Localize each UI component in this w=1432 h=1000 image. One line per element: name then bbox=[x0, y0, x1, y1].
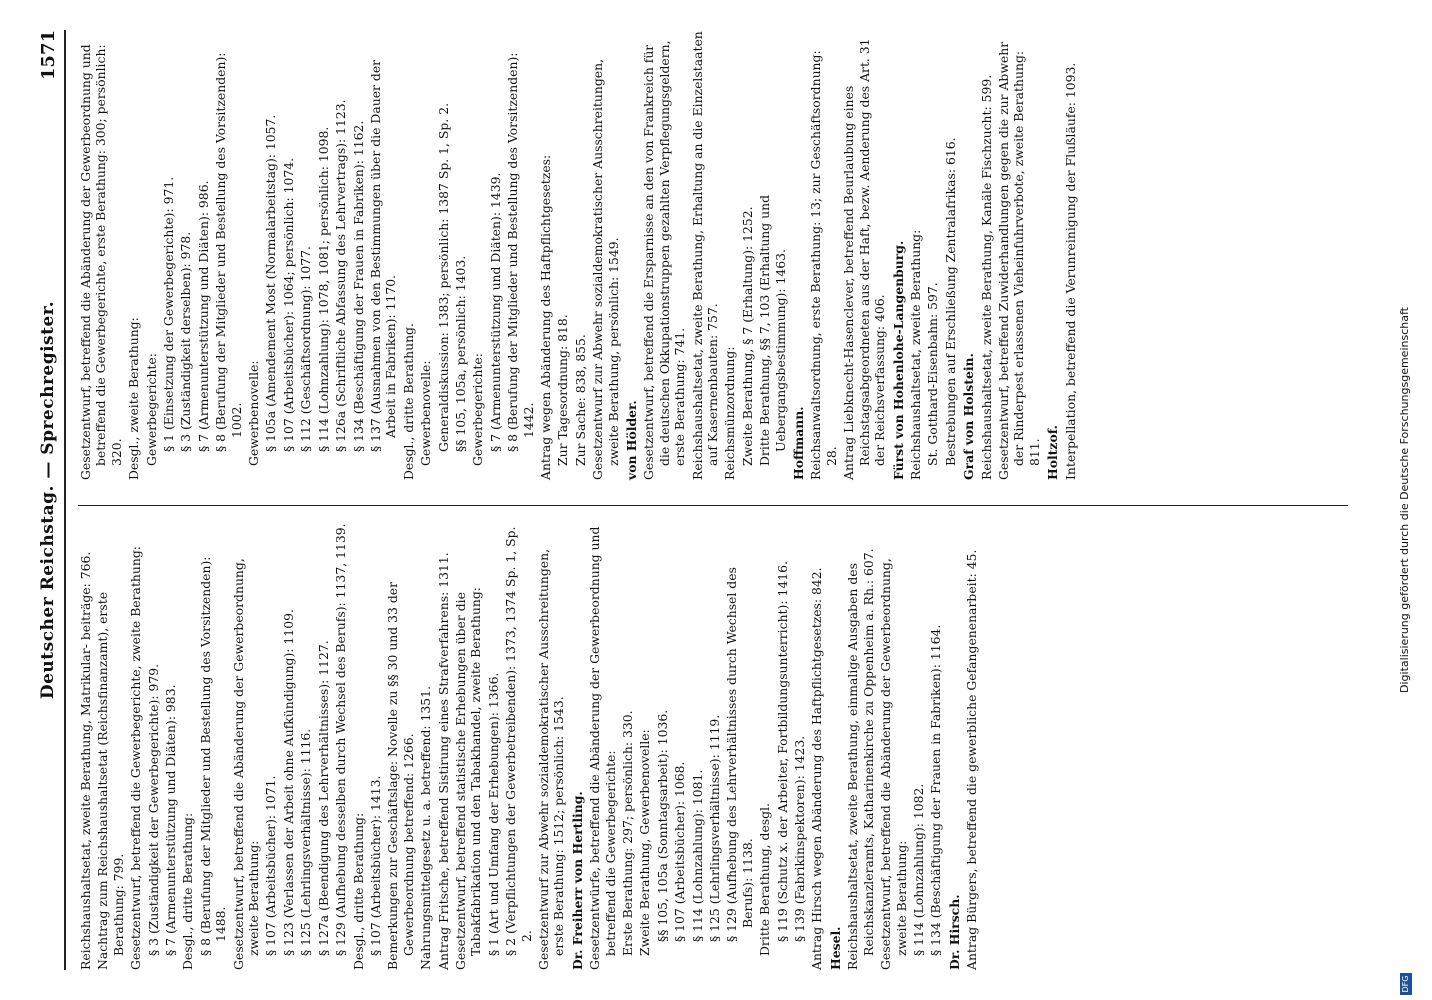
right-register-entry: § 137 (Ausnahmen von den Bestimmungen über die Dauer der Arbeit in Fabriken): 1170. bbox=[367, 59, 399, 452]
left-register-entry: § 114 (Lohnzahlung): 1082. bbox=[910, 783, 926, 956]
right-register-entry: St. Gotthard-Eisenbahn: 597. bbox=[925, 282, 941, 466]
left-register-entry: Gesetzentwurf, betreffend die Abänderung der Gewerbeordnung, zweite Berathung: bbox=[230, 558, 262, 970]
right-register-entry: § 105a (Amendement Most (Normalarbeitstag): 1057. bbox=[263, 114, 279, 452]
left-speaker-name: Dr. Freiherr von Hertling. bbox=[569, 791, 585, 970]
right-register-entry: Gesetzentwurf zur Abwehr sozialdemokratischer Ausschreitungen, zweite Berathung, persönlich: 1549. bbox=[590, 58, 621, 480]
right-register-entry: Antrag Liebknecht-Hasenclever, betreffend Beurlaubung eines Reichstagsabgeordneten aus der Haft, bezw. Aenderung des Art. 31 der Reichsverfassung: 406. bbox=[841, 38, 888, 480]
right-register-entry: § 1 (Einsetzung der Gewerbegerichte): 971. bbox=[161, 176, 177, 452]
right-register-entry: Interpellation, betreffend die Verunreinigung der Flußläufe: 1093. bbox=[1062, 62, 1078, 480]
right-register-entry: § 7 (Armenunterstützung und Diäten): 1439. bbox=[487, 172, 503, 452]
right-register-entry: Desgl., dritte Berathung. bbox=[400, 323, 416, 480]
right-register-entry: § 3 (Zuständigkeit derselben): 978. bbox=[178, 231, 194, 452]
right-register-entry: § 8 (Berufung der Mitglieder und Bestellung des Vorsitzenden): 1442. bbox=[505, 52, 536, 452]
page-title: Deutscher Reichstag. — Sprechregister. bbox=[38, 300, 58, 700]
left-register-entry: § 2 (Verpflichtungen der Gewerbetreibenden): 1373, 1374 Sp. 1, Sp. 2. bbox=[503, 526, 534, 956]
right-register-entry: § 114 (Lohnzahlung): 1078, 1081; persönlich: 1098. bbox=[315, 126, 331, 452]
right-register-entry: Generaldiskussion: 1383; persönlich: 1387 Sp. 1, Sp. 2. bbox=[435, 102, 451, 452]
column-divider bbox=[78, 505, 1348, 506]
left-register-entry: Antrag Fritsche, betreffend Sistirung eines Strafverfahrens: 1311. bbox=[435, 552, 451, 970]
left-register-entry: § 7 (Armenunterstützung und Diäten): 983. bbox=[163, 684, 179, 956]
left-register-entry: § 107 (Arbeitsbücher): 1071. bbox=[263, 775, 279, 956]
left-register-entry: Dritte Berathung, desgl. bbox=[757, 803, 773, 956]
left-speaker-name: Dr. Hirsch. bbox=[946, 894, 962, 970]
left-speaker-name: Hesel. bbox=[827, 926, 843, 970]
right-register-entry: Reichshaushaltsetat, zweite Berathung: bbox=[907, 229, 923, 480]
right-column bbox=[78, 30, 1080, 480]
right-register-entry: Gesetzentwurf, betreffend Zuwiderhandlungen gegen die zur Abwehr der Rinderpest erlassenen Vieheinfuhrverbote, zweite Berathung: 811. bbox=[995, 41, 1042, 480]
right-register-entry: Zweite Berathung, § 7 (Erhaltung): 1252. bbox=[739, 206, 755, 466]
left-register-entry: Gesetzentwürfe, betreffend die Abänderung der Gewerbeordnung und betreffend die Gewerbegerichte: bbox=[587, 526, 618, 970]
dfg-logo: DFG bbox=[1400, 973, 1412, 995]
right-register-entry: Gesetzentwurf, betreffend die Ersparnisse an den von Frankreich für die deutschen Okkupationstruppen gezahlten Verpflegungsgeldern, erste Berathung: 741. bbox=[641, 40, 688, 480]
left-register-entry: Gesetzentwurf, betreffend die Abänderung der Gewerbeordnung, zweite Berathung: bbox=[878, 558, 909, 970]
left-register-entry: § 107 (Arbeitsbücher): 1413. bbox=[367, 775, 383, 956]
page-header bbox=[30, 30, 70, 970]
left-register-entry: Gesetzentwurf zur Abwehr sozialdemokratischer Ausschreitungen, erste Berathung: 1512; persönlich: 1543. bbox=[535, 548, 567, 970]
left-register-entry: § 3 (Zuständigkeit der Gewerbegerichte): 979. bbox=[145, 663, 161, 956]
right-register-entry: § 112 (Geschäftsordnung): 1077. bbox=[298, 246, 314, 452]
header-rule bbox=[64, 30, 66, 970]
left-register-entry: Erste Berathung: 297; persönlich: 330. bbox=[620, 710, 635, 956]
right-register-entry: Reichshaushaltsetat, zweite Berathung, Kanäle Fischzucht: 599. bbox=[978, 74, 994, 480]
left-register-entry: Gesetzentwurf, betreffend die Gewerbegerichte, zweite Berathung: bbox=[128, 546, 144, 970]
left-register-entry: Nahrungsmittelgesetz u. a. betreffend: 1351. bbox=[418, 685, 434, 970]
page-number: 1571 bbox=[38, 30, 59, 81]
left-register-entry: § 123 (Verlassen der Arbeit ohne Aufkündigung): 1109. bbox=[280, 609, 296, 956]
right-speaker-name: von Hölder. bbox=[624, 400, 639, 480]
left-register-entry: § 139 (Fabrikinspektoren): 1423. bbox=[792, 735, 808, 942]
left-register-entry: Antrag Hirsch wegen Abänderung des Haftpflichtgesetzes: 842. bbox=[809, 567, 825, 970]
left-register-entry: § 114 (Lohnzahlung): 1081. bbox=[689, 769, 705, 942]
right-register-entry: Reichsmünzordnung: bbox=[722, 346, 738, 480]
left-register-entry: Nachtrag zum Reichshaushaltsetat (Reichsfinanzamt), erste Berathung: 799. bbox=[95, 591, 126, 970]
left-register-entry: § 125 (Lehrlingsverhältnisse): 1116. bbox=[298, 728, 314, 956]
left-register-entry: §§ 105, 105a (Sonntagsarbeit): 1036. bbox=[654, 709, 670, 942]
left-register-entry: § 129 (Aufhebung desselben durch Wechsel des Berufs): 1137, 1139. bbox=[333, 523, 349, 956]
left-register-entry: Zweite Berathung, Gewerbenovelle: bbox=[637, 729, 653, 956]
right-register-entry: Bestrebungen auf Erschließung Zentralafrikas: 616. bbox=[942, 137, 958, 466]
right-register-entry: § 7 (Armenunterstützung und Diäten): 986. bbox=[195, 180, 211, 452]
right-register-entry: Zur Tagesordnung: 818. bbox=[555, 314, 571, 466]
left-register-entry: § 1 (Art und Umfang der Erhebungen): 1366. bbox=[485, 672, 501, 956]
left-register-entry: § 107 (Arbeitsbücher): 1068. bbox=[672, 761, 688, 942]
right-register-entry: Dritte Berathung, §§ 7, 103 (Erhaltung und Uebergangsbestimmung): 1463. bbox=[757, 194, 788, 466]
right-register-entry: § 107 (Arbeitsbücher): 1064; persönlich: 1074. bbox=[280, 157, 296, 452]
right-register-entry: Gesetzentwurf, betreffend die Abänderung der Gewerbeordnung und betreffend die Gewerbegerichte, erste Berathung: 300; persönlich: 320. bbox=[78, 44, 124, 480]
right-speaker-name: Holtzof. bbox=[1045, 425, 1061, 480]
right-register-entry: Gewerbenovelle: bbox=[246, 360, 262, 466]
left-register-entry: Bemerkungen zur Geschäftslage: Novelle zu §§ 30 und 33 der Gewerbeordnung betreffend: 1266. bbox=[385, 581, 416, 970]
right-speaker-name: Graf von Holstein. bbox=[961, 353, 977, 480]
right-register-entry: Reichshaushaltsetat, zweite Berathung, Erhaltung an die Einzelstaaten auf Kasernenbauten: 757. bbox=[689, 31, 721, 480]
left-register-entry: § 8 (Berufung der Mitglieder und Bestellung des Vorsitzenden): 1488. bbox=[197, 556, 229, 956]
digitization-footer: Digitalisierung gefördert durch die Deutsche Forschungsgemeinschaft bbox=[1398, 307, 1411, 693]
right-register-entry: § 134 (Beschäftigung der Frauen in Fabriken): 1162. bbox=[350, 120, 366, 452]
left-register-entry: Reichshaushaltsetat, zweite Berathung, Matrikular- beiträge: 766. bbox=[78, 551, 93, 970]
left-register-entry: § 127a (Beendigung des Lehrverhältnisses): 1127. bbox=[315, 640, 331, 956]
right-register-entry: § 8 (Berufung der Mitglieder und Bestellung des Vorsitzenden): 1002. bbox=[213, 52, 244, 452]
left-register-entry: § 129 (Aufhebung des Lehrverhältnisses durch Wechsel des Berufs): 1138. bbox=[724, 567, 755, 942]
left-register-entry: Gesetzentwurf, betreffend statistische Erhebungen über die Tabakfabrikation und den Tabakhandel, zweite Berathung: bbox=[452, 587, 484, 970]
left-register-entry: § 134 (Beschäftigung der Frauen in Fabriken): 1164. bbox=[928, 624, 944, 956]
left-register-entry: § 125 (Lehrlingsverhältnisse): 1119. bbox=[707, 714, 723, 942]
right-register-entry: Gewerbegerichte: bbox=[143, 353, 159, 466]
right-register-entry: § 126a (Schriftliche Abfassung des Lehrvertrags): 1123. bbox=[333, 99, 349, 452]
left-register-entry: Desgl., dritte Berathung: bbox=[350, 812, 366, 970]
right-register-entry: Desgl., zweite Berathung: bbox=[126, 317, 142, 480]
left-column bbox=[78, 520, 982, 970]
right-speaker-name: Hoffmann. bbox=[791, 406, 807, 480]
right-register-entry: Gewerbegerichte: bbox=[470, 353, 486, 466]
right-speaker-name: Fürst von Hohenlohe-Langenburg. bbox=[890, 240, 906, 480]
right-register-entry: Zur Sache: 838, 855. bbox=[572, 334, 588, 466]
left-register-entry: Antrag Bürgers, betreffend die gewerbliche Gefangenenarbeit: 45. bbox=[964, 549, 980, 970]
right-register-entry: Gewerbenovelle: bbox=[418, 360, 434, 466]
left-register-entry: § 119 (Schutz x. der Arbeiter, Fortbildungsunterricht): 1416. bbox=[774, 561, 790, 942]
left-register-entry: Desgl., dritte Berathung: bbox=[180, 812, 196, 970]
right-register-entry: §§ 105, 105a, persönlich: 1403. bbox=[452, 255, 468, 452]
right-register-entry: Reichsanwaltsordnung, erste Berathung: 13; zur Geschäftsordnung: 28. bbox=[808, 50, 839, 480]
left-register-entry: Reichshaushaltsetat, zweite Berathung, einmalige Ausgaben des Reichskanzleramts, Katharinenkirche zu Oppenheim a. Rh.: 607. bbox=[845, 548, 876, 970]
right-register-entry: Antrag wegen Abänderung des Haftpflichtgesetzes: bbox=[537, 154, 553, 480]
